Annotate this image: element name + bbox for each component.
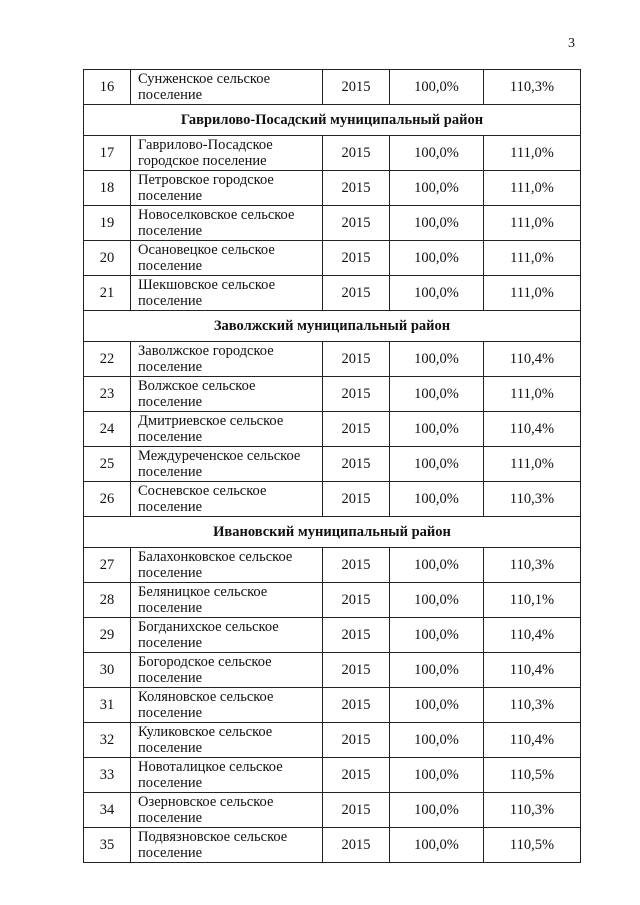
year-cell: 2015: [323, 482, 390, 517]
percent-cell: 100,0%: [390, 241, 484, 276]
table-row: [84, 241, 581, 276]
row-number-cell: 32: [84, 723, 131, 758]
settlement-name-cell: Осановецкое сельское поселение: [131, 241, 323, 276]
row-number-cell: 23: [84, 377, 131, 412]
row-number-cell: 25: [84, 447, 131, 482]
percent-cell: 110,1%: [484, 583, 581, 618]
row-number-cell: 24: [84, 412, 131, 447]
table-row: [84, 793, 581, 828]
table-row: [84, 136, 581, 171]
year-cell: 2015: [323, 342, 390, 377]
row-number-cell: 17: [84, 136, 131, 171]
percent-cell: 100,0%: [390, 136, 484, 171]
district-header-row: [84, 105, 581, 136]
year-cell: 2015: [323, 828, 390, 863]
table-row: [84, 342, 581, 377]
settlement-name-cell: Коляновское сельское поселение: [131, 688, 323, 723]
table-row: [84, 70, 581, 105]
percent-cell: 100,0%: [390, 828, 484, 863]
year-cell: 2015: [323, 688, 390, 723]
row-number-cell: 19: [84, 206, 131, 241]
percent-cell: 110,3%: [484, 482, 581, 517]
year-cell: 2015: [323, 171, 390, 206]
settlement-name-cell: Балахонковское сельское поселение: [131, 548, 323, 583]
percent-cell: 100,0%: [390, 758, 484, 793]
table-body: [84, 70, 581, 863]
row-number-cell: 30: [84, 653, 131, 688]
row-number-cell: 21: [84, 276, 131, 311]
percent-cell: 110,4%: [484, 412, 581, 447]
percent-cell: 100,0%: [390, 723, 484, 758]
percent-cell: 100,0%: [390, 342, 484, 377]
table-row: [84, 377, 581, 412]
percent-cell: 100,0%: [390, 583, 484, 618]
settlement-name-cell: Новоселковское сельское поселение: [131, 206, 323, 241]
table-row: [84, 206, 581, 241]
row-number-cell: 29: [84, 618, 131, 653]
percent-cell: 110,4%: [484, 723, 581, 758]
percent-cell: 100,0%: [390, 171, 484, 206]
table-row: [84, 276, 581, 311]
percent-cell: 111,0%: [484, 241, 581, 276]
table-row: [84, 828, 581, 863]
percent-cell: 111,0%: [484, 171, 581, 206]
settlement-name-cell: Шекшовское сельское поселение: [131, 276, 323, 311]
table-row: [84, 688, 581, 723]
percent-cell: 110,4%: [484, 618, 581, 653]
row-number-cell: 27: [84, 548, 131, 583]
percent-cell: 110,3%: [484, 688, 581, 723]
percent-cell: 100,0%: [390, 793, 484, 828]
table-row: [84, 412, 581, 447]
percent-cell: 111,0%: [484, 447, 581, 482]
settlement-name-cell: Озерновское сельское поселение: [131, 793, 323, 828]
settlement-name-cell: Сосневское сельское поселение: [131, 482, 323, 517]
percent-cell: 111,0%: [484, 206, 581, 241]
percent-cell: 100,0%: [390, 618, 484, 653]
percent-cell: 100,0%: [390, 653, 484, 688]
percent-cell: 100,0%: [390, 688, 484, 723]
year-cell: 2015: [323, 758, 390, 793]
page-number: 3: [568, 36, 575, 51]
percent-cell: 111,0%: [484, 136, 581, 171]
percent-cell: 100,0%: [390, 206, 484, 241]
year-cell: 2015: [323, 793, 390, 828]
percent-cell: 110,5%: [484, 828, 581, 863]
percent-cell: 100,0%: [390, 377, 484, 412]
percent-cell: 110,5%: [484, 758, 581, 793]
percent-cell: 100,0%: [390, 548, 484, 583]
percent-cell: 100,0%: [390, 70, 484, 105]
row-number-cell: 34: [84, 793, 131, 828]
percent-cell: 110,4%: [484, 342, 581, 377]
percent-cell: 110,4%: [484, 653, 581, 688]
district-header-row: [84, 517, 581, 548]
table-row: [84, 583, 581, 618]
settlement-name-cell: Подвязновское сельское поселение: [131, 828, 323, 863]
settlement-name-cell: Беляницкое сельское поселение: [131, 583, 323, 618]
row-number-cell: 33: [84, 758, 131, 793]
settlement-name-cell: Петровское городское поселение: [131, 171, 323, 206]
district-title: Гаврилово-Посадский муниципальный район: [84, 105, 581, 136]
percent-cell: 100,0%: [390, 276, 484, 311]
table-row: [84, 171, 581, 206]
table-row: [84, 618, 581, 653]
table-row: [84, 447, 581, 482]
percent-cell: 100,0%: [390, 412, 484, 447]
settlement-name-cell: Междуреченское сельское поселение: [131, 447, 323, 482]
year-cell: 2015: [323, 723, 390, 758]
row-number-cell: 26: [84, 482, 131, 517]
table-row: [84, 723, 581, 758]
settlements-table: [83, 69, 581, 863]
row-number-cell: 20: [84, 241, 131, 276]
settlement-name-cell: Сунженское сельское поселение: [131, 70, 323, 105]
percent-cell: 110,3%: [484, 793, 581, 828]
row-number-cell: 31: [84, 688, 131, 723]
table-row: [84, 758, 581, 793]
district-header-row: [84, 311, 581, 342]
percent-cell: 100,0%: [390, 482, 484, 517]
year-cell: 2015: [323, 583, 390, 618]
table-row: [84, 653, 581, 688]
settlement-name-cell: Богданихское сельское поселение: [131, 618, 323, 653]
year-cell: 2015: [323, 412, 390, 447]
percent-cell: 100,0%: [390, 447, 484, 482]
year-cell: 2015: [323, 377, 390, 412]
row-number-cell: 16: [84, 70, 131, 105]
percent-cell: 110,3%: [484, 70, 581, 105]
row-number-cell: 18: [84, 171, 131, 206]
table-row: [84, 482, 581, 517]
year-cell: 2015: [323, 136, 390, 171]
settlement-name-cell: Куликовское сельское поселение: [131, 723, 323, 758]
table-row: [84, 548, 581, 583]
percent-cell: 110,3%: [484, 548, 581, 583]
year-cell: 2015: [323, 70, 390, 105]
settlement-name-cell: Богородское сельское поселение: [131, 653, 323, 688]
settlement-name-cell: Новоталицкое сельское поселение: [131, 758, 323, 793]
year-cell: 2015: [323, 276, 390, 311]
settlement-name-cell: Гаврилово-Посадское городское поселение: [131, 136, 323, 171]
settlement-name-cell: Заволжское городское поселение: [131, 342, 323, 377]
year-cell: 2015: [323, 618, 390, 653]
settlement-name-cell: Дмитриевское сельское поселение: [131, 412, 323, 447]
year-cell: 2015: [323, 653, 390, 688]
settlement-name-cell: Волжское сельское поселение: [131, 377, 323, 412]
percent-cell: 111,0%: [484, 276, 581, 311]
year-cell: 2015: [323, 447, 390, 482]
percent-cell: 111,0%: [484, 377, 581, 412]
row-number-cell: 35: [84, 828, 131, 863]
row-number-cell: 28: [84, 583, 131, 618]
year-cell: 2015: [323, 206, 390, 241]
district-title: Ивановский муниципальный район: [84, 517, 581, 548]
year-cell: 2015: [323, 241, 390, 276]
district-title: Заволжский муниципальный район: [84, 311, 581, 342]
row-number-cell: 22: [84, 342, 131, 377]
year-cell: 2015: [323, 548, 390, 583]
